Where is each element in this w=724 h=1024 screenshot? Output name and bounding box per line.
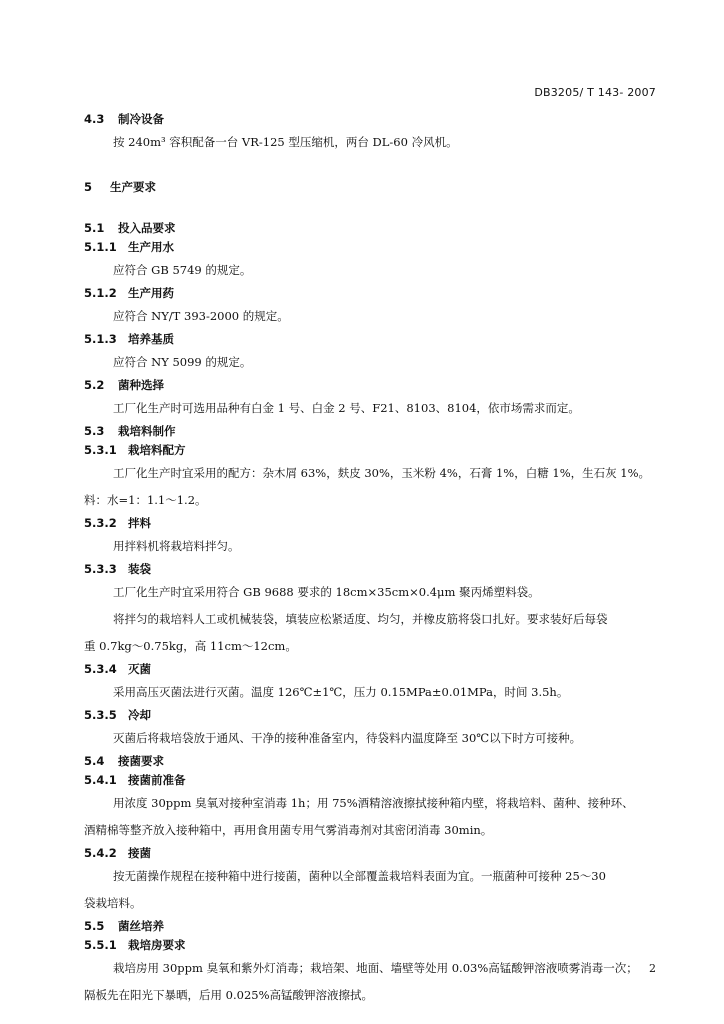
- section-number: 5.4.1: [84, 773, 117, 787]
- section-gap: [84, 156, 664, 178]
- section-title: 接菌前准备: [128, 773, 186, 787]
- section-number: 5.3.5: [84, 708, 117, 722]
- section-number: 5.2: [84, 378, 105, 392]
- section-heading: [84, 441, 664, 460]
- paragraph-continuation: 重 0.7kg～0.75kg，高 11cm～12cm。: [84, 639, 297, 653]
- section-heading: [84, 660, 664, 679]
- paragraph-line: 工厂化生产时宜采用符合 GB 9688 要求的 18cm×35cm×0.4μm 聚丙烯塑料袋。: [113, 585, 540, 599]
- section-heading: [84, 110, 664, 129]
- section-number: 5.3.3: [84, 562, 117, 576]
- section-number: 5.1.3: [84, 332, 117, 346]
- section-title: 栽培房要求: [128, 938, 186, 952]
- section-title: 制冷设备: [118, 112, 164, 126]
- section-gap: [84, 197, 664, 219]
- section-title: 投入品要求: [118, 221, 176, 235]
- section-heading: [84, 771, 664, 790]
- paragraph-line: 用拌料机将栽培料拌匀。: [113, 539, 240, 553]
- paragraph-line: 工厂化生产时宜采用的配方：杂木屑 63%，麸皮 30%，玉米粉 4%，石膏 1%，白糖 1%，生石灰 1%。: [113, 466, 651, 480]
- section-heading: [84, 917, 664, 936]
- section-title: 冷却: [128, 708, 151, 722]
- paragraph-line: 将拌匀的栽培料人工或机械装袋，填装应松紧适度、均匀，并橡皮筋将袋口扎好。要求装好后每袋: [113, 612, 608, 626]
- section-title: 生产要求: [110, 180, 156, 194]
- section-heading: [84, 376, 664, 395]
- section-heading: [84, 238, 664, 257]
- section-title: 栽培料制作: [118, 424, 176, 438]
- section-number: 5.1: [84, 221, 105, 235]
- section-heading: [84, 514, 664, 533]
- section-heading: [84, 178, 664, 197]
- section-heading: [84, 422, 664, 441]
- section-heading: [84, 219, 664, 238]
- paragraph-continuation: 袋栽培料。: [84, 896, 142, 910]
- section-number: 5.1.2: [84, 286, 117, 300]
- section-heading: [84, 752, 664, 771]
- paragraph-line: 采用高压灭菌法进行灭菌。温度 126℃±1℃，压力 0.15MPa±0.01MPa，时间 3.5h。: [113, 685, 569, 699]
- paragraph-line: 灭菌后将栽培袋放于通风、干净的接种准备室内，待袋料内温度降至 30℃以下时方可接种。: [113, 731, 582, 745]
- section-title: 灭菌: [128, 662, 151, 676]
- paragraph-line: 按无菌操作规程在接种箱中进行接菌，菌种以全部覆盖栽培料表面为宜。一瓶菌种可接种 25～30: [113, 869, 606, 883]
- section-number: 5.5: [84, 919, 105, 933]
- section-title: 生产用水: [128, 240, 174, 254]
- section-title: 接菌要求: [118, 754, 164, 768]
- section-number: 5.5.1: [84, 938, 117, 952]
- section-title: 菌种选择: [118, 378, 164, 392]
- section-number: 5.1.1: [84, 240, 117, 254]
- paragraph-continuation: 酒精棉等整齐放入接种箱中，再用食用菌专用气雾消毒剂对其密闭消毒 30min。: [84, 823, 493, 837]
- section-heading: [84, 844, 664, 863]
- paragraph-line: 应符合 NY/T 393-2000 的规定。: [113, 309, 289, 323]
- section-number: 5.4.2: [84, 846, 117, 860]
- section-number: 5.3.4: [84, 662, 117, 676]
- section-heading: [84, 284, 664, 303]
- section-title: 接菌: [128, 846, 151, 860]
- paragraph-line: 用浓度 30ppm 臭氧对接种室消毒 1h；用 75%酒精溶液擦拭接种箱内壁，将栽培料、菌种、接种环、: [113, 796, 634, 810]
- page-number: 2: [649, 962, 656, 975]
- section-title: 拌料: [128, 516, 151, 530]
- section-title: 菌丝培养: [118, 919, 164, 933]
- section-number: 5.3.1: [84, 443, 117, 457]
- section-title: 栽培料配方: [128, 443, 186, 457]
- paragraph-line: 工厂化生产时可选用品种有白金 1 号、白金 2 号、F21、8103、8104，依市场需求而定。: [113, 401, 580, 415]
- paragraph-line: 按 240m³ 容积配备一台 VR-125 型压缩机，两台 DL-60 冷风机。: [113, 135, 458, 149]
- paragraph-line: 栽培房用 30ppm 臭氧和紫外灯消毒；栽培架、地面、墙壁等处用 0.03%高锰酸钾溶液喷雾消毒一次；: [113, 961, 638, 975]
- section-title: 生产用药: [128, 286, 174, 300]
- section-number: 5.4: [84, 754, 105, 768]
- section-number: 5: [84, 180, 93, 194]
- section-number: 5.3: [84, 424, 105, 438]
- section-number: 4.3: [84, 112, 105, 126]
- section-heading: [84, 330, 664, 349]
- paragraph-continuation: 隔板先在阳光下暴晒，后用 0.025%高锰酸钾溶液擦拭。: [84, 988, 374, 1002]
- section-title: 装袋: [128, 562, 151, 576]
- section-heading: [84, 936, 664, 955]
- section-heading: [84, 706, 664, 725]
- document-body: [84, 110, 664, 1009]
- section-title: 培养基质: [128, 332, 174, 346]
- page-header-code: DB3205/ T 143- 2007: [534, 86, 656, 99]
- section-number: 5.3.2: [84, 516, 117, 530]
- paragraph-continuation: 料：水=1：1.1～1.2。: [84, 493, 207, 507]
- section-heading: [84, 560, 664, 579]
- paragraph-line: 应符合 GB 5749 的规定。: [113, 263, 252, 277]
- paragraph-line: 应符合 NY 5099 的规定。: [113, 355, 252, 369]
